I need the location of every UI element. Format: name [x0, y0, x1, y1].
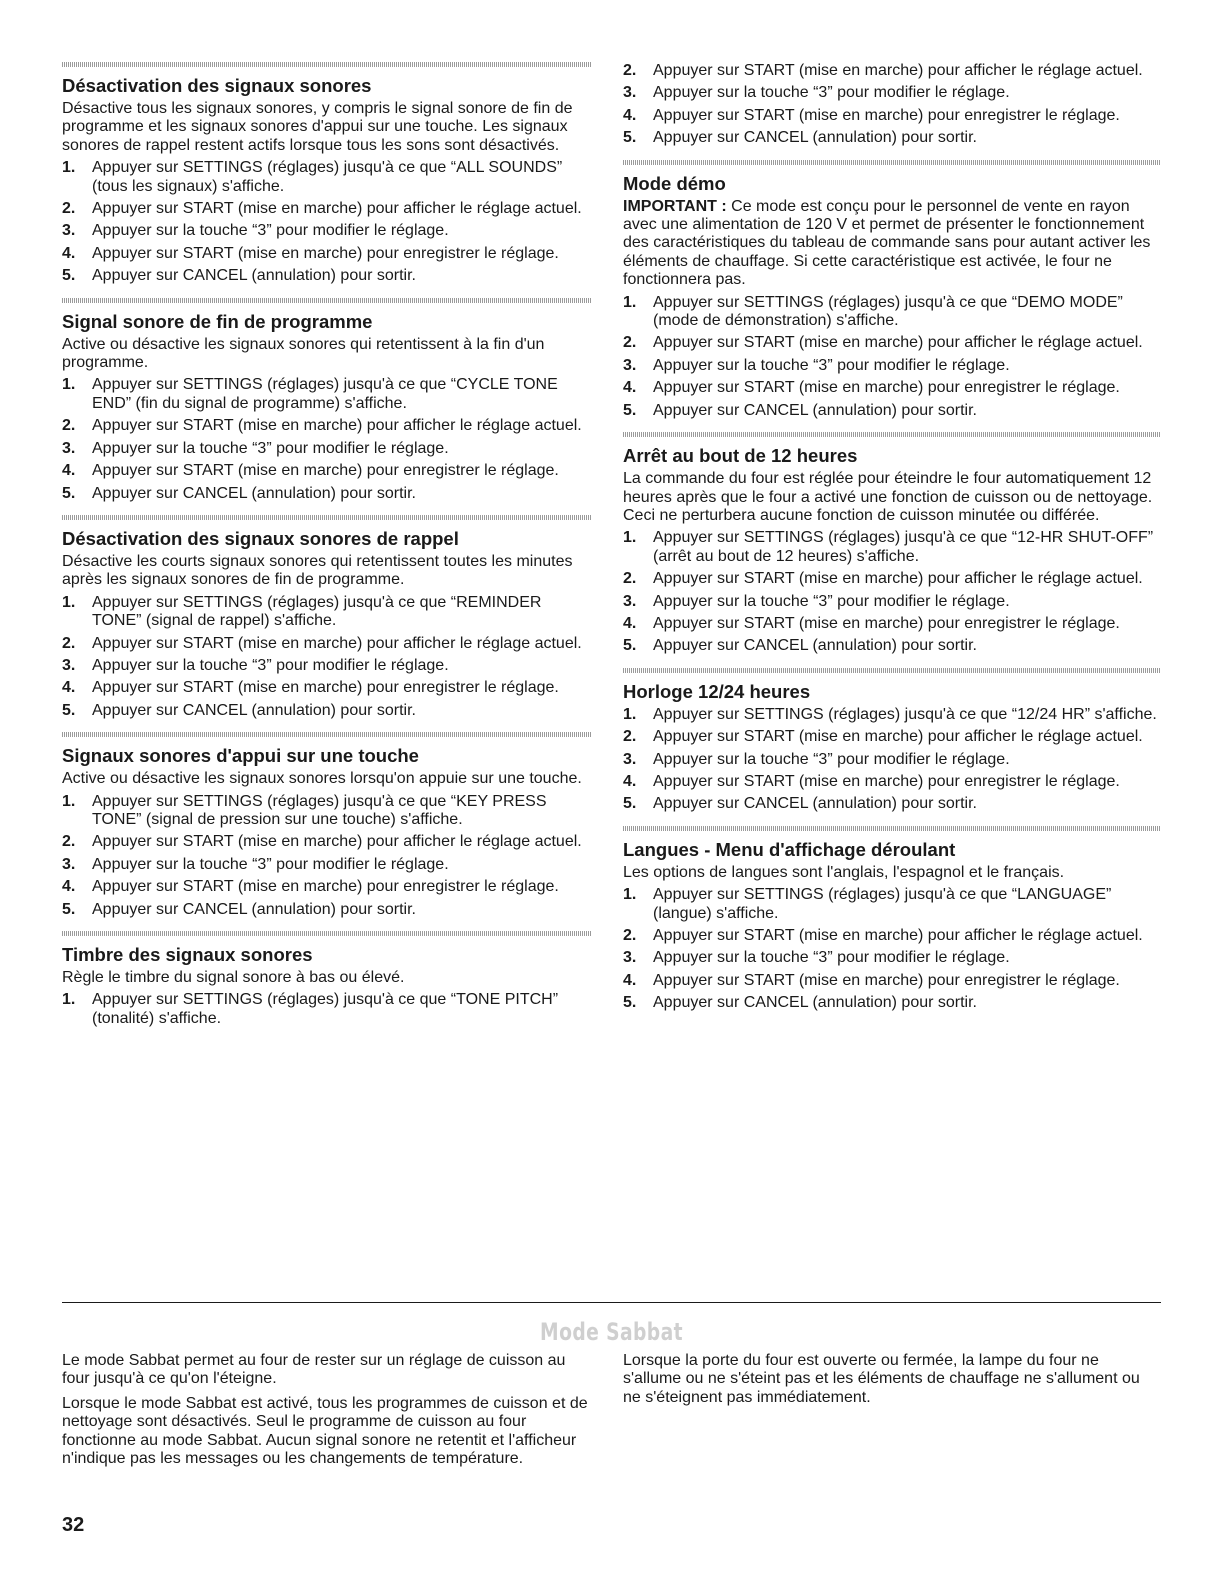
step-item	[62, 376, 592, 413]
section-12hr-shutoff	[623, 432, 1161, 656]
step-item	[62, 267, 592, 285]
step-item	[623, 107, 1161, 125]
step-text: Appuyer sur SETTINGS (réglages) jusqu'à ce que “KEY PRESS TONE” (signal de pression sur une touche) s'affiche.	[92, 792, 547, 828]
step-text: Appuyer sur START (mise en marche) pour enregistrer le réglage.	[92, 462, 559, 480]
step-number: 5.	[62, 900, 76, 918]
section-title: Timbre des signaux sonores	[62, 944, 313, 965]
left-column	[62, 62, 592, 1032]
step-number: 5.	[623, 637, 637, 655]
sabbat-right-text	[623, 1352, 1161, 1413]
step-number: 4.	[62, 878, 76, 896]
step-number: 3.	[623, 356, 637, 374]
step-number: 4.	[62, 679, 76, 697]
step-text: Appuyer sur START (mise en marche) pour enregistrer le réglage.	[653, 614, 1120, 632]
intro-text: Ce mode est conçu pour le personnel de vente en rayon avec une alimentation de 120 V et permet de présenter le fonctionnement des caractéristiques du tableau de commande sans pour autant activer les éléments de chauffage. Si cette caractéristique est activée, le four ne fonctionnera pas.	[623, 197, 1151, 289]
section-divider	[62, 1302, 1161, 1303]
step-number: 2.	[623, 334, 637, 352]
step-item	[623, 927, 1161, 945]
step-text: Appuyer sur CANCEL (annulation) pour sortir.	[92, 701, 416, 719]
step-text: Appuyer sur la touche “3” pour modifier le réglage.	[653, 84, 1010, 102]
step-text: Appuyer sur SETTINGS (réglages) jusqu'à ce que “DEMO MODE” (mode de démonstration) s'affiche.	[653, 293, 1123, 330]
section-title: Signal sonore de fin de programme	[62, 310, 373, 332]
step-number: 1.	[62, 593, 76, 611]
section-reminder-tone	[62, 515, 592, 720]
step-item	[62, 200, 592, 218]
step-text: Appuyer sur START (mise en marche) pour enregistrer le réglage.	[653, 772, 1120, 790]
step-list	[623, 706, 1161, 814]
step-item	[623, 773, 1161, 791]
section-intro: Active ou désactive les signaux sonores lorsqu'on appuie sur une touche.	[62, 770, 582, 788]
step-list	[62, 793, 592, 919]
step-number: 3.	[62, 855, 76, 873]
section-title: Désactivation des signaux sonores	[62, 75, 372, 96]
step-item	[623, 706, 1161, 724]
sabbat-left-text	[62, 1352, 592, 1474]
step-text: Appuyer sur START (mise en marche) pour enregistrer le réglage.	[92, 679, 559, 697]
dotted-rule	[62, 732, 592, 737]
step-text: Appuyer sur la touche “3” pour modifier le réglage.	[653, 750, 1010, 768]
step-item	[62, 793, 592, 830]
step-number: 4.	[623, 106, 637, 124]
section-intro: Les options de langues sont l'anglais, l'espagnol et le français.	[623, 863, 1065, 881]
step-number: 4.	[623, 379, 637, 397]
section-title: Langues - Menu d'affichage déroulant	[623, 838, 956, 860]
step-text: Appuyer sur START (mise en marche) pour afficher le réglage actuel.	[653, 334, 1143, 352]
step-text: Appuyer sur START (mise en marche) pour afficher le réglage actuel.	[653, 570, 1143, 588]
important-label: IMPORTANT :	[623, 197, 727, 215]
step-item	[62, 594, 592, 631]
dotted-rule	[623, 432, 1161, 437]
paragraph: Lorsque la porte du four est ouverte ou fermée, la lampe du four ne s'allume ou ne s'éteint pas et les éléments de chauffage ne s'allument ou ne s'éteignent pas immédiatement.	[623, 1352, 1140, 1406]
step-item	[623, 334, 1161, 352]
step-number: 3.	[62, 222, 76, 240]
step-number: 2.	[623, 570, 637, 588]
step-text: Appuyer sur CANCEL (annulation) pour sortir.	[653, 637, 977, 655]
step-text: Appuyer sur START (mise en marche) pour afficher le réglage actuel.	[92, 634, 582, 652]
step-text: Appuyer sur CANCEL (annulation) pour sortir.	[92, 900, 416, 918]
section-12-24-clock	[623, 668, 1161, 814]
step-text: Appuyer sur la touche “3” pour modifier le réglage.	[92, 222, 449, 240]
step-text: Appuyer sur SETTINGS (réglages) jusqu'à ce que “CYCLE TONE END” (fin du signal de programme) s'affiche.	[92, 376, 558, 412]
section-intro: La commande du four est réglée pour éteindre le four automatiquement 12 heures après que le four a activé une fonction de cuisson ou de nettoyage. Ceci ne perturbera aucune fonction de cuisson minutée ou différée.	[623, 470, 1153, 524]
step-list	[62, 991, 592, 1028]
step-item	[623, 994, 1161, 1012]
step-item	[62, 856, 592, 874]
step-number: 3.	[623, 84, 637, 102]
step-text: Appuyer sur CANCEL (annulation) pour sortir.	[653, 129, 977, 147]
dotted-rule	[62, 62, 592, 67]
step-number: 4.	[62, 244, 76, 262]
continued-step-list	[623, 62, 1161, 148]
step-item	[62, 901, 592, 919]
step-number: 3.	[623, 949, 637, 967]
step-item	[623, 886, 1161, 923]
step-text: Appuyer sur CANCEL (annulation) pour sortir.	[653, 401, 977, 419]
step-number: 2.	[62, 200, 76, 218]
step-item	[62, 635, 592, 653]
step-number: 1.	[62, 376, 76, 394]
section-title: Signaux sonores d'appui sur une touche	[62, 745, 419, 767]
step-item	[62, 222, 592, 240]
section-title: Mode démo	[623, 172, 726, 194]
step-item	[623, 615, 1161, 633]
step-list	[623, 294, 1161, 420]
section-intro	[623, 198, 1161, 290]
section-key-press-tone	[62, 732, 592, 919]
step-number: 3.	[623, 750, 637, 768]
step-text: Appuyer sur SETTINGS (réglages) jusqu'à ce que “12-HR SHUT-OFF” (arrêt au bout de 12 heures) s'affiche.	[653, 529, 1154, 565]
step-number: 4.	[623, 772, 637, 790]
step-item	[623, 637, 1161, 655]
step-number: 4.	[62, 462, 76, 480]
page-number: 32	[62, 1514, 85, 1536]
step-number: 2.	[62, 634, 76, 652]
step-number: 4.	[623, 614, 637, 632]
step-text: Appuyer sur la touche “3” pour modifier le réglage.	[92, 439, 449, 457]
step-number: 1.	[623, 886, 637, 904]
section-title: Arrêt au bout de 12 heures	[623, 445, 858, 467]
step-item	[62, 679, 592, 697]
step-text: Appuyer sur START (mise en marche) pour afficher le réglage actuel.	[92, 417, 582, 435]
step-text: Appuyer sur CANCEL (annulation) pour sortir.	[653, 795, 977, 813]
step-number: 5.	[62, 701, 76, 719]
section-title: Horloge 12/24 heures	[623, 680, 811, 702]
step-item	[623, 379, 1161, 397]
section-tone-pitch	[62, 931, 592, 1028]
dotted-rule	[623, 160, 1161, 165]
step-item	[62, 657, 592, 675]
step-text: Appuyer sur la touche “3” pour modifier le réglage.	[653, 592, 1010, 610]
sabbat-heading: Mode Sabbat	[540, 1318, 683, 1346]
section-cycle-tone-end	[62, 298, 592, 503]
dotted-rule	[62, 515, 592, 520]
step-text: Appuyer sur la touche “3” pour modifier le réglage.	[92, 656, 449, 674]
step-text: Appuyer sur CANCEL (annulation) pour sortir.	[92, 267, 416, 285]
step-number: 4.	[623, 971, 637, 989]
step-item	[62, 462, 592, 480]
step-item	[623, 751, 1161, 769]
step-item	[62, 159, 592, 196]
dotted-rule	[623, 668, 1161, 673]
step-item	[623, 529, 1161, 566]
step-text: Appuyer sur SETTINGS (réglages) jusqu'à ce que “12/24 HR” s'affiche.	[653, 705, 1157, 723]
step-item	[62, 702, 592, 720]
step-number: 5.	[62, 484, 76, 502]
step-number: 1.	[62, 159, 76, 177]
section-intro: Désactive les courts signaux sonores qui retentissent toutes les minutes après les signaux sonores de fin de programme.	[62, 552, 573, 589]
dotted-rule	[62, 931, 592, 936]
step-number: 2.	[623, 62, 637, 79]
step-item	[62, 485, 592, 503]
step-number: 3.	[623, 592, 637, 610]
step-item	[623, 570, 1161, 588]
step-text: Appuyer sur la touche “3” pour modifier le réglage.	[92, 855, 449, 873]
step-text: Appuyer sur la touche “3” pour modifier le réglage.	[653, 356, 1010, 374]
step-number: 1.	[623, 529, 637, 547]
step-number: 5.	[62, 267, 76, 285]
step-list	[623, 886, 1161, 1012]
step-text: Appuyer sur CANCEL (annulation) pour sortir.	[653, 994, 977, 1012]
dotted-rule	[62, 298, 592, 303]
step-number: 2.	[623, 728, 637, 746]
step-number: 1.	[623, 705, 637, 723]
step-list	[623, 529, 1161, 655]
step-list	[62, 376, 592, 502]
section-language	[623, 826, 1161, 1013]
section-intro: Active ou désactive les signaux sonores qui retentissent à la fin d'un programme.	[62, 335, 545, 372]
section-title: Désactivation des signaux sonores de rappel	[62, 527, 459, 549]
step-item	[623, 402, 1161, 420]
step-number: 1.	[62, 991, 76, 1009]
step-text: Appuyer sur SETTINGS (réglages) jusqu'à ce que “LANGUAGE” (langue) s'affiche.	[653, 886, 1112, 922]
step-text: Appuyer sur START (mise en marche) pour enregistrer le réglage.	[92, 878, 559, 896]
step-item	[623, 357, 1161, 375]
step-item	[62, 833, 592, 851]
step-text: Appuyer sur START (mise en marche) pour enregistrer le réglage.	[653, 379, 1120, 397]
step-text: Appuyer sur SETTINGS (réglages) jusqu'à ce que “REMINDER TONE” (signal de rappel) s'affiche.	[92, 593, 542, 630]
step-text: Appuyer sur START (mise en marche) pour afficher le réglage actuel.	[653, 62, 1143, 79]
section-all-sounds	[62, 62, 592, 286]
paragraph: Le mode Sabbat permet au four de rester sur un réglage de cuisson au four jusqu'à ce qu'on l'éteigne.	[62, 1352, 566, 1388]
step-text: Appuyer sur CANCEL (annulation) pour sortir.	[92, 484, 416, 502]
section-intro: Règle le timbre du signal sonore à bas ou élevé.	[62, 969, 405, 986]
step-item	[623, 949, 1161, 967]
step-number: 2.	[623, 927, 637, 944]
step-text: Appuyer sur SETTINGS (réglages) jusqu'à ce que “ALL SOUNDS” (tous les signaux) s'affiche.	[92, 159, 563, 195]
step-list	[62, 594, 592, 720]
step-item	[62, 440, 592, 458]
step-text: Appuyer sur START (mise en marche) pour enregistrer le réglage.	[653, 106, 1120, 124]
step-item	[623, 129, 1161, 147]
step-number: 1.	[62, 792, 76, 810]
step-item	[62, 245, 592, 263]
step-number: 5.	[623, 129, 637, 147]
dotted-rule	[623, 826, 1161, 831]
step-list	[62, 159, 592, 285]
step-number: 5.	[623, 795, 637, 813]
step-text: Appuyer sur START (mise en marche) pour afficher le réglage actuel.	[92, 200, 582, 218]
step-number: 3.	[62, 656, 76, 674]
step-item	[62, 878, 592, 896]
step-text: Appuyer sur la touche “3” pour modifier le réglage.	[653, 949, 1010, 967]
step-item	[62, 991, 592, 1028]
step-text: Appuyer sur START (mise en marche) pour enregistrer le réglage.	[92, 244, 559, 262]
step-item	[623, 795, 1161, 813]
step-item	[623, 593, 1161, 611]
step-item	[623, 294, 1161, 331]
step-item	[62, 417, 592, 435]
step-item	[623, 972, 1161, 990]
step-text: Appuyer sur SETTINGS (réglages) jusqu'à ce que “TONE PITCH” (tonalité) s'affiche.	[92, 991, 559, 1027]
right-column	[623, 62, 1161, 1017]
step-number: 3.	[62, 439, 76, 457]
step-text: Appuyer sur START (mise en marche) pour afficher le réglage actuel.	[92, 833, 582, 851]
step-number: 2.	[62, 833, 76, 851]
step-number: 2.	[62, 417, 76, 435]
step-number: 5.	[623, 401, 637, 419]
step-text: Appuyer sur START (mise en marche) pour enregistrer le réglage.	[653, 971, 1120, 989]
step-item	[623, 62, 1161, 80]
paragraph: Lorsque le mode Sabbat est activé, tous les programmes de cuisson et de nettoyage sont désactivés. Seul le programme de cuisson au four fonctionne au mode Sabbat. Aucun signal sonore ne retentit et l'afficheur n'indique pas les messages ou les changements de température.	[62, 1394, 588, 1468]
step-item	[623, 728, 1161, 746]
step-text: Appuyer sur START (mise en marche) pour afficher le réglage actuel.	[653, 728, 1143, 746]
section-demo-mode	[623, 160, 1161, 420]
step-number: 5.	[623, 994, 637, 1012]
step-item	[623, 84, 1161, 102]
step-number: 1.	[623, 293, 637, 311]
section-intro: Désactive tous les signaux sonores, y compris le signal sonore de fin de programme et les signaux sonores d'appui sur une touche. Les signaux sonores de rappel restent actifs lorsque tous les sons sont désactivés.	[62, 100, 573, 154]
step-text: Appuyer sur START (mise en marche) pour afficher le réglage actuel.	[653, 927, 1143, 944]
